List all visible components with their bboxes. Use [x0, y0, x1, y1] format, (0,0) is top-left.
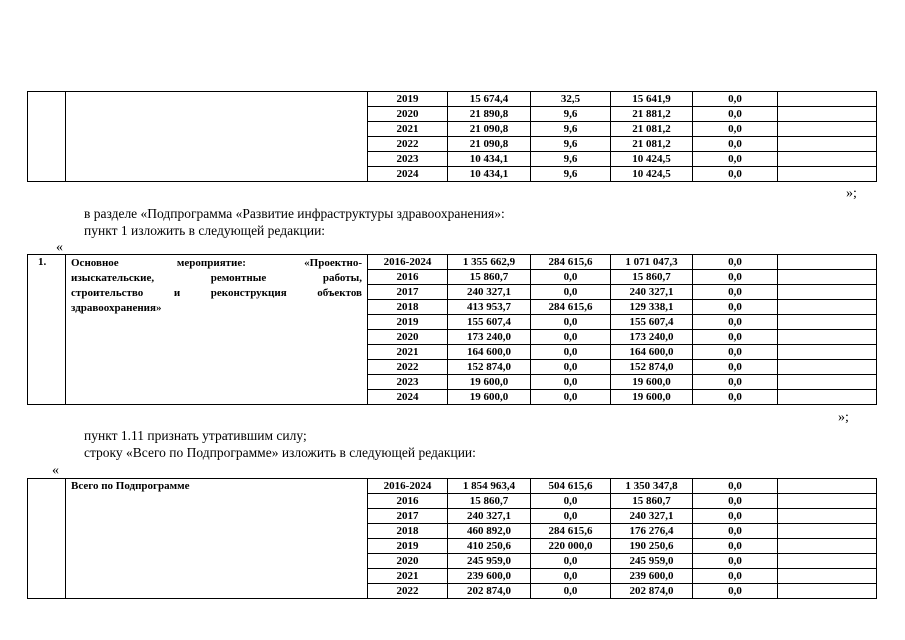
empty-cell — [778, 122, 877, 137]
regional-budget-cell: 245 959,0 — [611, 554, 693, 569]
closing-quote: »; — [846, 186, 857, 201]
empty-cell — [778, 285, 877, 300]
total-cell: 19 600,0 — [448, 375, 531, 390]
regional-budget-cell: 240 327,1 — [611, 509, 693, 524]
description-line: здравоохранения» — [71, 302, 162, 314]
total-cell: 413 953,7 — [448, 300, 531, 315]
federal-budget-cell: 32,5 — [531, 92, 611, 107]
federal-budget-cell: 9,6 — [531, 122, 611, 137]
total-cell: 173 240,0 — [448, 330, 531, 345]
regional-budget-cell: 164 600,0 — [611, 345, 693, 360]
empty-cell — [778, 375, 877, 390]
year-cell: 2022 — [368, 137, 448, 152]
regional-budget-cell: 1 350 347,8 — [611, 479, 693, 494]
federal-budget-cell: 9,6 — [531, 107, 611, 122]
empty-cell — [778, 330, 877, 345]
opening-quote: « — [56, 240, 63, 255]
federal-budget-cell: 9,6 — [531, 152, 611, 167]
total-cell: 245 959,0 — [448, 554, 531, 569]
regional-budget-cell: 15 641,9 — [611, 92, 693, 107]
federal-budget-cell: 0,0 — [531, 509, 611, 524]
regional-budget-cell: 239 600,0 — [611, 569, 693, 584]
regional-budget-cell: 21 881,2 — [611, 107, 693, 122]
total-cell: 15 860,7 — [448, 494, 531, 509]
empty-cell — [778, 539, 877, 554]
year-cell: 2019 — [368, 92, 448, 107]
local-budget-cell: 0,0 — [693, 255, 778, 270]
regional-budget-cell: 19 600,0 — [611, 390, 693, 405]
regional-budget-cell: 19 600,0 — [611, 375, 693, 390]
empty-cell — [778, 300, 877, 315]
empty-cell — [778, 107, 877, 122]
total-cell: 19 600,0 — [448, 390, 531, 405]
federal-budget-cell: 504 615,6 — [531, 479, 611, 494]
federal-budget-cell: 284 615,6 — [531, 255, 611, 270]
row-number-cell — [28, 92, 66, 182]
empty-cell — [778, 315, 877, 330]
description-cell — [66, 255, 368, 405]
total-cell: 410 250,6 — [448, 539, 531, 554]
federal-budget-cell: 284 615,6 — [531, 300, 611, 315]
empty-cell — [778, 360, 877, 375]
federal-budget-cell: 0,0 — [531, 375, 611, 390]
year-cell: 2024 — [368, 390, 448, 405]
year-cell: 2022 — [368, 360, 448, 375]
local-budget-cell: 0,0 — [693, 152, 778, 167]
regional-budget-cell: 202 874,0 — [611, 584, 693, 599]
year-cell: 2016-2024 — [368, 479, 448, 494]
year-cell: 2023 — [368, 375, 448, 390]
total-cell: 10 434,1 — [448, 167, 531, 182]
empty-cell — [778, 554, 877, 569]
table-row — [28, 255, 877, 270]
federal-budget-cell: 0,0 — [531, 554, 611, 569]
paragraph-section: в разделе «Подпрограмма «Развитие инфраструктуры здравоохранения»: — [84, 206, 505, 221]
empty-cell — [778, 92, 877, 107]
regional-budget-cell: 129 338,1 — [611, 300, 693, 315]
local-budget-cell: 0,0 — [693, 479, 778, 494]
local-budget-cell: 0,0 — [693, 345, 778, 360]
description-line: строительство и реконструкция объектов — [71, 287, 362, 299]
description-line: Основное мероприятие: «Проектно- — [71, 257, 362, 269]
row-number-cell — [28, 479, 66, 599]
federal-budget-cell: 0,0 — [531, 584, 611, 599]
federal-budget-cell: 0,0 — [531, 494, 611, 509]
regional-budget-cell: 10 424,5 — [611, 152, 693, 167]
regional-budget-cell: 15 860,7 — [611, 270, 693, 285]
local-budget-cell: 0,0 — [693, 92, 778, 107]
total-cell: 21 090,8 — [448, 137, 531, 152]
empty-cell — [778, 494, 877, 509]
table-total — [27, 478, 877, 599]
total-cell: 240 327,1 — [448, 509, 531, 524]
year-cell: 2017 — [368, 509, 448, 524]
local-budget-cell: 0,0 — [693, 494, 778, 509]
empty-cell — [778, 524, 877, 539]
federal-budget-cell: 0,0 — [531, 270, 611, 285]
year-cell: 2018 — [368, 300, 448, 315]
regional-budget-cell: 152 874,0 — [611, 360, 693, 375]
total-cell: 1 355 662,9 — [448, 255, 531, 270]
regional-budget-cell: 21 081,2 — [611, 137, 693, 152]
local-budget-cell: 0,0 — [693, 285, 778, 300]
total-cell: 239 600,0 — [448, 569, 531, 584]
empty-cell — [778, 255, 877, 270]
empty-cell — [778, 152, 877, 167]
year-cell: 2024 — [368, 167, 448, 182]
regional-budget-cell: 10 424,5 — [611, 167, 693, 182]
year-cell: 2020 — [368, 107, 448, 122]
federal-budget-cell: 0,0 — [531, 315, 611, 330]
regional-budget-cell: 173 240,0 — [611, 330, 693, 345]
local-budget-cell: 0,0 — [693, 315, 778, 330]
table-row — [28, 92, 877, 107]
local-budget-cell: 0,0 — [693, 375, 778, 390]
regional-budget-cell: 1 071 047,3 — [611, 255, 693, 270]
local-budget-cell: 0,0 — [693, 270, 778, 285]
total-cell: 240 327,1 — [448, 285, 531, 300]
closing-quote: »; — [838, 410, 849, 425]
local-budget-cell: 0,0 — [693, 539, 778, 554]
local-budget-cell: 0,0 — [693, 122, 778, 137]
table-continuation — [27, 91, 877, 182]
year-cell: 2020 — [368, 330, 448, 345]
empty-cell — [778, 270, 877, 285]
local-budget-cell: 0,0 — [693, 360, 778, 375]
total-cell: 164 600,0 — [448, 345, 531, 360]
federal-budget-cell: 0,0 — [531, 330, 611, 345]
description-line: изыскательские, ремонтные работы, — [71, 272, 362, 284]
federal-budget-cell: 284 615,6 — [531, 524, 611, 539]
federal-budget-cell: 0,0 — [531, 390, 611, 405]
empty-cell — [778, 137, 877, 152]
federal-budget-cell: 0,0 — [531, 345, 611, 360]
local-budget-cell: 0,0 — [693, 554, 778, 569]
total-cell: 155 607,4 — [448, 315, 531, 330]
regional-budget-cell: 240 327,1 — [611, 285, 693, 300]
local-budget-cell: 0,0 — [693, 584, 778, 599]
local-budget-cell: 0,0 — [693, 524, 778, 539]
table-main-activity — [27, 254, 877, 405]
year-cell: 2021 — [368, 569, 448, 584]
description-cell — [66, 92, 368, 182]
federal-budget-cell: 9,6 — [531, 137, 611, 152]
year-cell: 2023 — [368, 152, 448, 167]
total-cell: 460 892,0 — [448, 524, 531, 539]
local-budget-cell: 0,0 — [693, 330, 778, 345]
year-cell: 2019 — [368, 315, 448, 330]
total-cell: 15 674,4 — [448, 92, 531, 107]
paragraph-point1: пункт 1 изложить в следующей редакции: — [84, 223, 326, 238]
paragraph-total-row: строку «Всего по Подпрограмме» изложить в следующей редакции: — [84, 445, 476, 460]
empty-cell — [778, 390, 877, 405]
total-cell: 15 860,7 — [448, 270, 531, 285]
paragraph-point-1-11: пункт 1.11 признать утратившим силу; — [84, 428, 307, 443]
local-budget-cell: 0,0 — [693, 390, 778, 405]
federal-budget-cell: 9,6 — [531, 167, 611, 182]
local-budget-cell: 0,0 — [693, 569, 778, 584]
row-number-cell: 1. — [28, 255, 66, 405]
year-cell: 2016-2024 — [368, 255, 448, 270]
regional-budget-cell: 21 081,2 — [611, 122, 693, 137]
empty-cell — [778, 479, 877, 494]
federal-budget-cell: 0,0 — [531, 569, 611, 584]
total-cell: 21 890,8 — [448, 107, 531, 122]
local-budget-cell: 0,0 — [693, 137, 778, 152]
total-cell: 10 434,1 — [448, 152, 531, 167]
year-cell: 2016 — [368, 270, 448, 285]
year-cell: 2020 — [368, 554, 448, 569]
year-cell: 2021 — [368, 345, 448, 360]
regional-budget-cell: 15 860,7 — [611, 494, 693, 509]
empty-cell — [778, 509, 877, 524]
total-cell: 21 090,8 — [448, 122, 531, 137]
year-cell: 2016 — [368, 494, 448, 509]
local-budget-cell: 0,0 — [693, 167, 778, 182]
regional-budget-cell: 190 250,6 — [611, 539, 693, 554]
year-cell: 2017 — [368, 285, 448, 300]
total-cell: 152 874,0 — [448, 360, 531, 375]
federal-budget-cell: 0,0 — [531, 360, 611, 375]
regional-budget-cell: 176 276,4 — [611, 524, 693, 539]
empty-cell — [778, 345, 877, 360]
year-cell: 2019 — [368, 539, 448, 554]
federal-budget-cell: 0,0 — [531, 285, 611, 300]
description-cell: Всего по Подпрограмме — [66, 479, 368, 599]
regional-budget-cell: 155 607,4 — [611, 315, 693, 330]
table-row — [28, 479, 877, 494]
empty-cell — [778, 167, 877, 182]
total-cell: 1 854 963,4 — [448, 479, 531, 494]
local-budget-cell: 0,0 — [693, 509, 778, 524]
year-cell: 2021 — [368, 122, 448, 137]
federal-budget-cell: 220 000,0 — [531, 539, 611, 554]
empty-cell — [778, 584, 877, 599]
opening-quote: « — [52, 463, 59, 478]
total-cell: 202 874,0 — [448, 584, 531, 599]
year-cell: 2022 — [368, 584, 448, 599]
local-budget-cell: 0,0 — [693, 300, 778, 315]
local-budget-cell: 0,0 — [693, 107, 778, 122]
year-cell: 2018 — [368, 524, 448, 539]
empty-cell — [778, 569, 877, 584]
